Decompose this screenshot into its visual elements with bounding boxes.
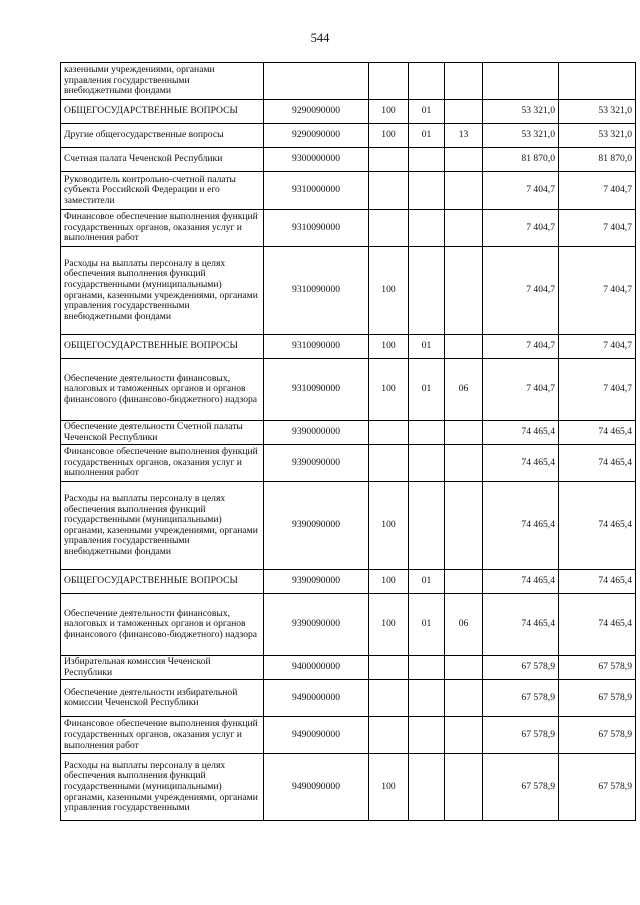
amount-1-cell: 7 404,7 — [483, 359, 559, 421]
expense-type-code-cell — [369, 445, 409, 482]
budget-table — [60, 62, 636, 821]
amount-1-cell: 74 465,4 — [483, 594, 559, 656]
subsection-code-cell — [445, 100, 483, 124]
amount-1-cell: 74 465,4 — [483, 421, 559, 445]
table-row — [61, 100, 636, 124]
subsection-code-cell: 06 — [445, 359, 483, 421]
amount-1-cell: 74 465,4 — [483, 570, 559, 594]
amount-2-cell: 7 404,7 — [559, 247, 636, 335]
amount-1-cell: 81 870,0 — [483, 148, 559, 172]
expense-type-code-cell — [369, 210, 409, 247]
target-article-code-cell: 9310090000 — [264, 359, 369, 421]
row-name-cell: Финансовое обеспечение выполнения функций государственных органов, оказания услуг и выполнения работ — [61, 210, 264, 247]
table-row — [61, 754, 636, 821]
table-row — [61, 148, 636, 172]
section-code-cell — [409, 717, 445, 754]
budget-table-body — [61, 63, 636, 821]
target-article-code-cell: 9300000000 — [264, 148, 369, 172]
amount-1-cell: 67 578,9 — [483, 717, 559, 754]
section-code-cell — [409, 172, 445, 210]
subsection-code-cell — [445, 210, 483, 247]
amount-2-cell: 7 404,7 — [559, 359, 636, 421]
row-name-cell: Обеспечение деятельности финансовых, налоговых и таможенных органов и органов финансового (финансово-бюджетного) надзора — [61, 359, 264, 421]
amount-2-cell: 7 404,7 — [559, 210, 636, 247]
amount-1-cell: 53 321,0 — [483, 124, 559, 148]
amount-1-cell: 74 465,4 — [483, 482, 559, 570]
row-name-cell: ОБЩЕГОСУДАРСТВЕННЫЕ ВОПРОСЫ — [61, 335, 264, 359]
amount-2-cell: 74 465,4 — [559, 421, 636, 445]
row-name-cell: казенными учреждениями, органами управления государственными внебюджетными фондами — [61, 63, 264, 100]
target-article-code-cell: 9490000000 — [264, 680, 369, 717]
expense-type-code-cell — [369, 656, 409, 680]
table-row — [61, 594, 636, 656]
amount-1-cell: 67 578,9 — [483, 754, 559, 821]
row-name-cell: Финансовое обеспечение выполнения функций государственных органов, оказания услуг и выполнения работ — [61, 445, 264, 482]
amount-1-cell: 67 578,9 — [483, 680, 559, 717]
subsection-code-cell — [445, 421, 483, 445]
table-row — [61, 717, 636, 754]
target-article-code-cell: 9310000000 — [264, 172, 369, 210]
section-code-cell — [409, 148, 445, 172]
subsection-code-cell — [445, 445, 483, 482]
table-row — [61, 124, 636, 148]
amount-2-cell: 53 321,0 — [559, 100, 636, 124]
expense-type-code-cell: 100 — [369, 570, 409, 594]
expense-type-code-cell: 100 — [369, 359, 409, 421]
row-name-cell: Финансовое обеспечение выполнения функций государственных органов, оказания услуг и выполнения работ — [61, 717, 264, 754]
row-name-cell: Руководитель контрольно-счетной палаты субъекта Российской Федерации и его заместители — [61, 172, 264, 210]
section-code-cell — [409, 680, 445, 717]
section-code-cell — [409, 656, 445, 680]
amount-1-cell: 7 404,7 — [483, 335, 559, 359]
row-name-cell: Обеспечение деятельности финансовых, налоговых и таможенных органов и органов финансового (финансово-бюджетного) надзора — [61, 594, 264, 656]
section-code-cell — [409, 247, 445, 335]
section-code-cell: 01 — [409, 124, 445, 148]
subsection-code-cell — [445, 63, 483, 100]
page-number: 544 — [310, 31, 330, 45]
section-code-cell: 01 — [409, 359, 445, 421]
subsection-code-cell — [445, 482, 483, 570]
table-row — [61, 335, 636, 359]
amount-2-cell: 74 465,4 — [559, 482, 636, 570]
section-code-cell: 01 — [409, 570, 445, 594]
amount-2-cell — [559, 63, 636, 100]
target-article-code-cell — [264, 63, 369, 100]
row-name-cell: Расходы на выплаты персоналу в целях обеспечения выполнения функций государственными (муниципальными) органами, казенными учреждениями, органами управления государственными — [61, 754, 264, 821]
target-article-code-cell: 9390000000 — [264, 421, 369, 445]
subsection-code-cell — [445, 172, 483, 210]
target-article-code-cell: 9310090000 — [264, 210, 369, 247]
expense-type-code-cell: 100 — [369, 247, 409, 335]
subsection-code-cell — [445, 247, 483, 335]
expense-type-code-cell — [369, 421, 409, 445]
table-row — [61, 421, 636, 445]
amount-2-cell: 74 465,4 — [559, 594, 636, 656]
row-name-cell: Обеспечение деятельности Счетной палаты Чеченской Республики — [61, 421, 264, 445]
amount-2-cell: 81 870,0 — [559, 148, 636, 172]
amount-2-cell: 74 465,4 — [559, 570, 636, 594]
expense-type-code-cell — [369, 63, 409, 100]
target-article-code-cell: 9290090000 — [264, 100, 369, 124]
expense-type-code-cell: 100 — [369, 335, 409, 359]
expense-type-code-cell: 100 — [369, 124, 409, 148]
target-article-code-cell: 9390090000 — [264, 570, 369, 594]
amount-2-cell: 7 404,7 — [559, 335, 636, 359]
section-code-cell — [409, 754, 445, 821]
section-code-cell: 01 — [409, 594, 445, 656]
amount-2-cell: 67 578,9 — [559, 717, 636, 754]
expense-type-code-cell — [369, 148, 409, 172]
row-name-cell: Обеспечение деятельности избирательной комиссии Чеченской Республики — [61, 680, 264, 717]
section-code-cell — [409, 63, 445, 100]
expense-type-code-cell: 100 — [369, 100, 409, 124]
table-row — [61, 172, 636, 210]
target-article-code-cell: 9390090000 — [264, 482, 369, 570]
target-article-code-cell: 9400000000 — [264, 656, 369, 680]
amount-2-cell: 53 321,0 — [559, 124, 636, 148]
amount-1-cell: 74 465,4 — [483, 445, 559, 482]
row-name-cell: Другие общегосударственные вопросы — [61, 124, 264, 148]
amount-2-cell: 74 465,4 — [559, 445, 636, 482]
section-code-cell: 01 — [409, 335, 445, 359]
expense-type-code-cell: 100 — [369, 482, 409, 570]
subsection-code-cell — [445, 335, 483, 359]
row-name-cell: ОБЩЕГОСУДАРСТВЕННЫЕ ВОПРОСЫ — [61, 570, 264, 594]
row-name-cell: Расходы на выплаты персоналу в целях обеспечения выполнения функций государственными (муниципальными) органами, казенными учреждениями, органами управления государственными внебюджетными фондами — [61, 482, 264, 570]
amount-2-cell: 67 578,9 — [559, 680, 636, 717]
subsection-code-cell — [445, 754, 483, 821]
section-code-cell — [409, 445, 445, 482]
row-name-cell: Счетная палата Чеченской Республики — [61, 148, 264, 172]
table-row — [61, 656, 636, 680]
target-article-code-cell: 9310090000 — [264, 335, 369, 359]
amount-1-cell: 7 404,7 — [483, 172, 559, 210]
subsection-code-cell — [445, 656, 483, 680]
table-row — [61, 210, 636, 247]
target-article-code-cell: 9390090000 — [264, 594, 369, 656]
target-article-code-cell: 9390090000 — [264, 445, 369, 482]
expense-type-code-cell — [369, 717, 409, 754]
expense-type-code-cell — [369, 172, 409, 210]
subsection-code-cell: 13 — [445, 124, 483, 148]
amount-1-cell: 53 321,0 — [483, 100, 559, 124]
subsection-code-cell — [445, 148, 483, 172]
amount-1-cell — [483, 63, 559, 100]
table-row — [61, 63, 636, 100]
row-name-cell: Расходы на выплаты персоналу в целях обеспечения выполнения функций государственными (муниципальными) органами, казенными учреждениями, органами управления государственными внебюджетными фондами — [61, 247, 264, 335]
table-row — [61, 247, 636, 335]
table-row — [61, 680, 636, 717]
table-row — [61, 570, 636, 594]
expense-type-code-cell: 100 — [369, 754, 409, 821]
table-row — [61, 445, 636, 482]
table-row — [61, 482, 636, 570]
target-article-code-cell: 9490090000 — [264, 717, 369, 754]
amount-1-cell: 7 404,7 — [483, 210, 559, 247]
target-article-code-cell: 9310090000 — [264, 247, 369, 335]
target-article-code-cell: 9290090000 — [264, 124, 369, 148]
amount-2-cell: 7 404,7 — [559, 172, 636, 210]
table-row — [61, 359, 636, 421]
amount-2-cell: 67 578,9 — [559, 656, 636, 680]
section-code-cell: 01 — [409, 100, 445, 124]
section-code-cell — [409, 482, 445, 570]
subsection-code-cell: 06 — [445, 594, 483, 656]
subsection-code-cell — [445, 680, 483, 717]
row-name-cell: ОБЩЕГОСУДАРСТВЕННЫЕ ВОПРОСЫ — [61, 100, 264, 124]
section-code-cell — [409, 421, 445, 445]
amount-1-cell: 7 404,7 — [483, 247, 559, 335]
subsection-code-cell — [445, 570, 483, 594]
subsection-code-cell — [445, 717, 483, 754]
amount-2-cell: 67 578,9 — [559, 754, 636, 821]
row-name-cell: Избирательная комиссия Чеченской Республики — [61, 656, 264, 680]
amount-1-cell: 67 578,9 — [483, 656, 559, 680]
expense-type-code-cell — [369, 680, 409, 717]
target-article-code-cell: 9490090000 — [264, 754, 369, 821]
section-code-cell — [409, 210, 445, 247]
expense-type-code-cell: 100 — [369, 594, 409, 656]
